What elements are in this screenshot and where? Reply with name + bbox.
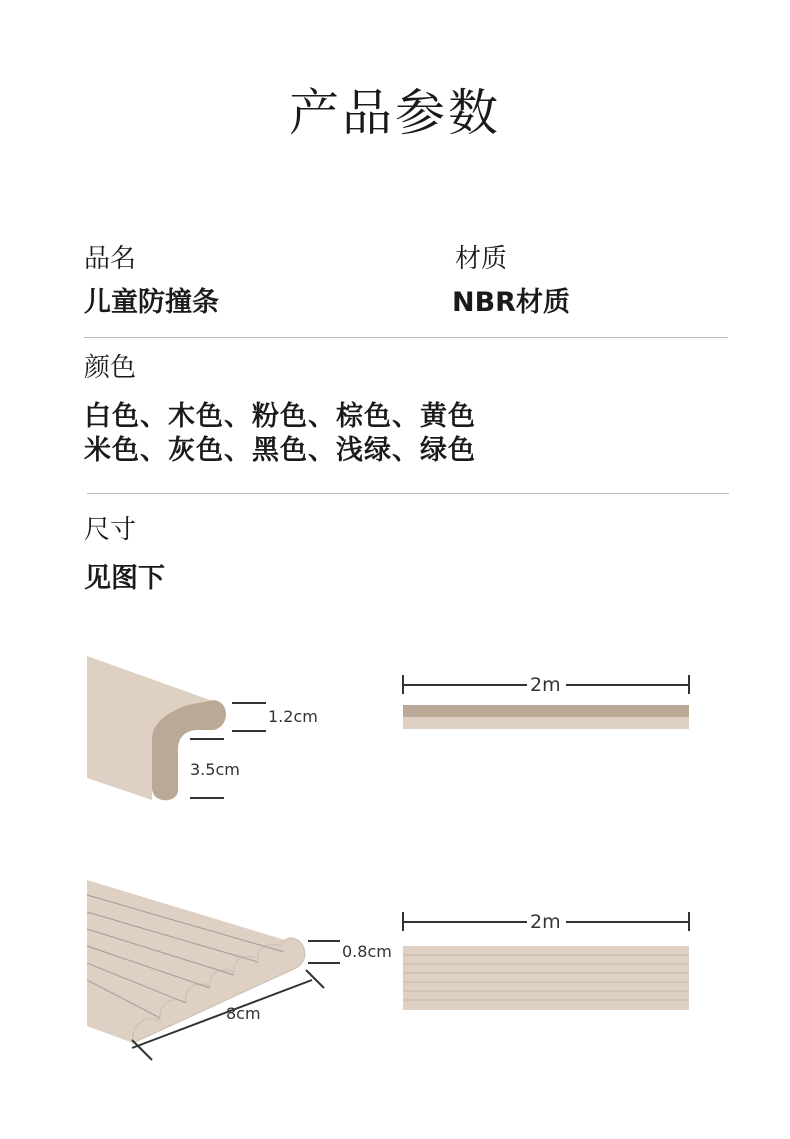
material-label: 材质 [455,244,508,274]
name-label: 品名 [84,244,137,274]
color-label: 颜色 [84,353,137,383]
corner-strip-top [403,705,689,717]
size-value: 见图下 [84,563,165,594]
corner-length-label: 2m [530,674,561,696]
corner-height-label: 3.5cm [190,760,240,779]
name-value: 儿童防撞条 [84,287,219,318]
corner-strip-bottom [403,717,689,729]
flat-thickness-label: 0.8cm [342,942,392,961]
material-value: NBR材质 [452,287,570,318]
flat-width-label: 8cm [226,1004,261,1023]
color-values-line2: 米色、灰色、黑色、浅绿、绿色 [84,435,476,466]
color-values-line1: 白色、木色、粉色、棕色、黄色 [84,401,476,432]
corner-thickness-label: 1.2cm [268,707,318,726]
size-label: 尺寸 [84,515,137,545]
flat-guard-illustration [87,880,305,1043]
page-title: 产品参数 [289,84,501,142]
flat-length-label: 2m [530,911,561,933]
